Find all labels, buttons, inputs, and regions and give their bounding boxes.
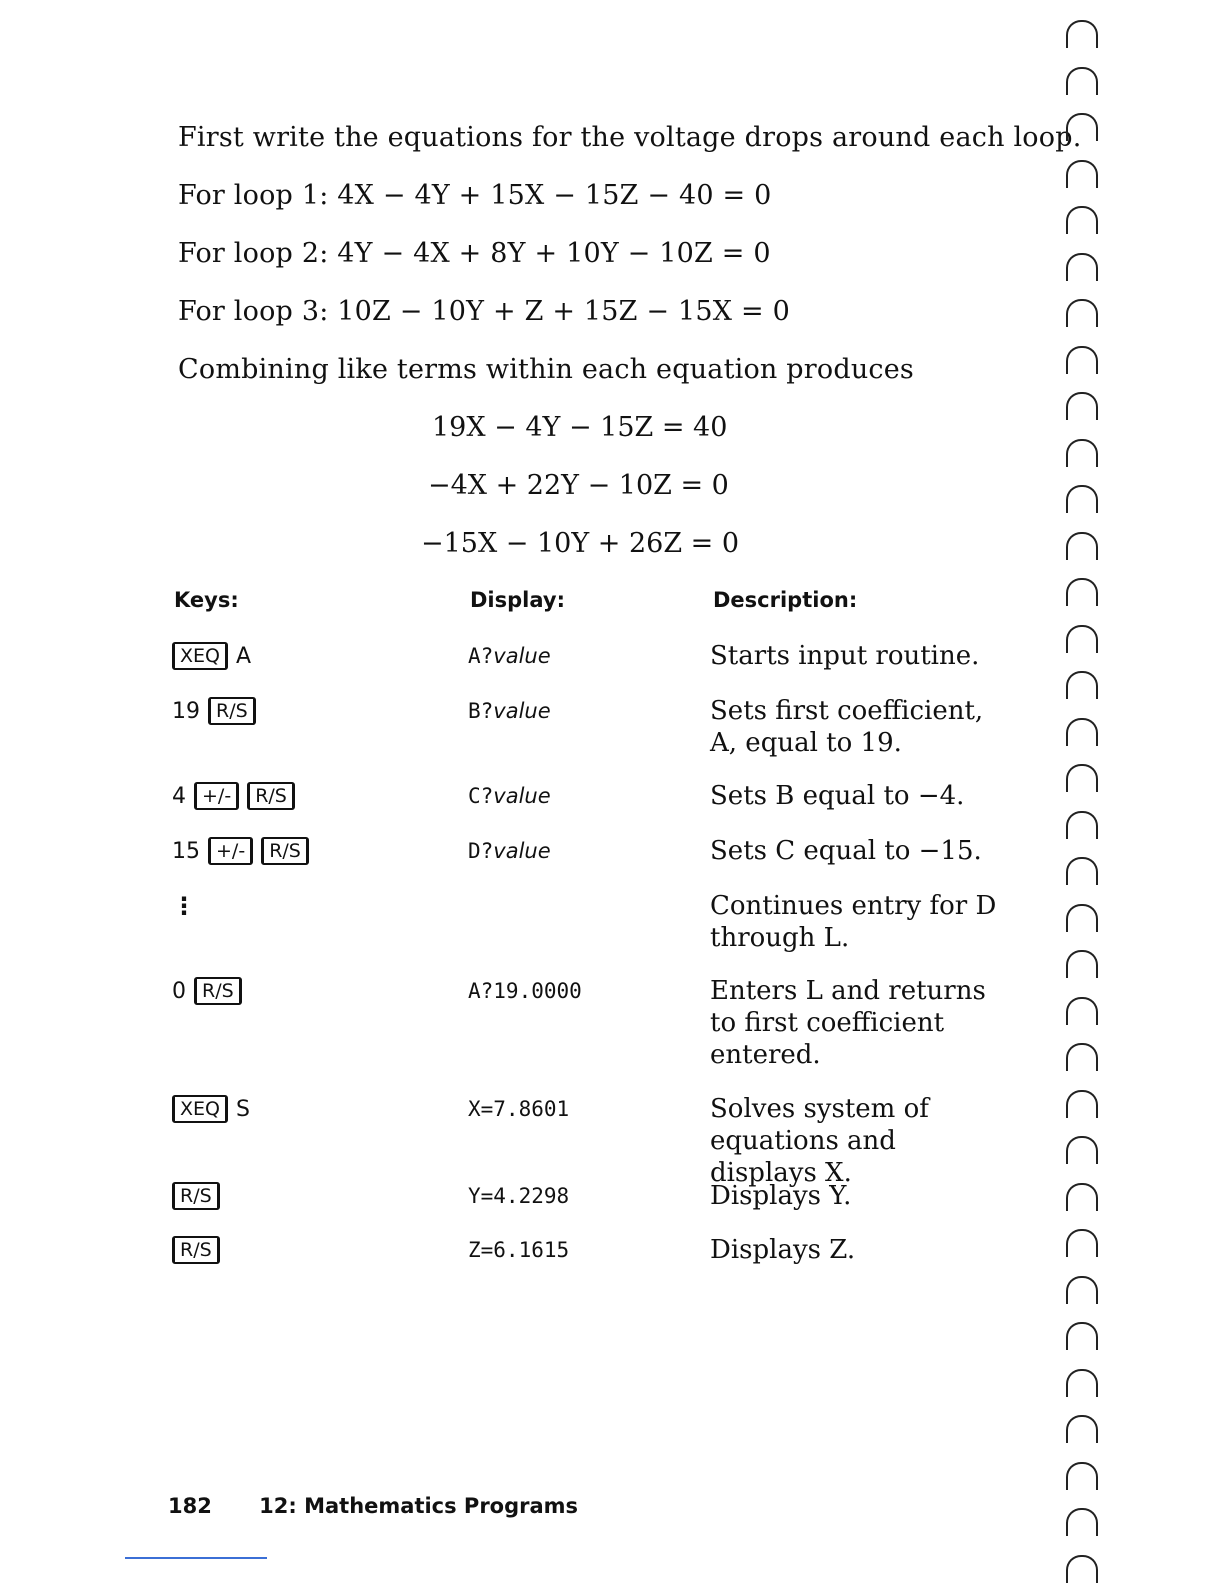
description-cell: Displays Y. — [710, 1181, 852, 1211]
binding-rings — [1062, 0, 1102, 1584]
description-cell: Enters L and returns to first coefficient entered. — [710, 976, 986, 1070]
key-prefix: ⋮ — [172, 892, 196, 920]
loop-expression: 4X − 4Y + 15X − 15Z − 40 = 0 — [337, 180, 772, 211]
keys-cell — [172, 782, 295, 810]
keys-cell — [172, 697, 256, 725]
binding-ring-icon — [1066, 1555, 1098, 1583]
display-variable: value — [493, 699, 551, 723]
underline-mark — [125, 1557, 267, 1559]
calculator-key: R/S — [247, 782, 295, 810]
binding-ring-icon — [1066, 206, 1098, 234]
calculator-key: R/S — [172, 1182, 220, 1210]
display-cell — [468, 644, 551, 668]
display-text: D? — [468, 839, 494, 863]
binding-ring-icon — [1066, 578, 1098, 606]
description-cell: Continues entry for D through L. — [710, 891, 997, 953]
combined-equation: 19X − 4Y − 15Z = 40 — [432, 412, 728, 443]
binding-ring-icon — [1066, 1276, 1098, 1304]
keys-cell — [172, 1095, 250, 1123]
key-prefix: 0 — [172, 978, 186, 1004]
binding-ring-icon — [1066, 857, 1098, 885]
display-cell — [468, 839, 551, 863]
binding-ring-icon — [1066, 160, 1098, 188]
calculator-key: R/S — [194, 977, 242, 1005]
binding-ring-icon — [1066, 718, 1098, 746]
calculator-key: XEQ — [172, 1095, 228, 1123]
description-cell: Solves system of equations and displays X. — [710, 1094, 929, 1188]
description-cell: Sets B equal to −4. — [710, 781, 965, 811]
key-suffix: A — [235, 643, 252, 669]
display-text: C? — [468, 784, 494, 808]
display-text: A?19.0000 — [468, 979, 582, 1003]
binding-ring-icon — [1066, 439, 1098, 467]
loop-expression: 10Z − 10Y + Z + 15Z − 15X = 0 — [337, 296, 790, 327]
binding-ring-icon — [1066, 67, 1098, 95]
calculator-key: XEQ — [172, 642, 228, 670]
binding-ring-icon — [1066, 113, 1098, 141]
calculator-key: R/S — [172, 1236, 220, 1264]
calculator-key: +/- — [194, 782, 239, 810]
keys-cell — [172, 1236, 220, 1264]
binding-ring-icon — [1066, 1090, 1098, 1118]
description-cell: Displays Z. — [710, 1235, 856, 1265]
key-suffix: S — [235, 1096, 250, 1122]
display-header: Display: — [470, 588, 565, 612]
binding-ring-icon — [1066, 811, 1098, 839]
combined-equation: −4X + 22Y − 10Z = 0 — [428, 470, 729, 501]
intro-text: First write the equations for the voltage drops around each loop. — [178, 122, 1082, 153]
calculator-key: R/S — [208, 697, 256, 725]
binding-ring-icon — [1066, 1415, 1098, 1443]
binding-ring-icon — [1066, 950, 1098, 978]
combined-equation: −15X − 10Y + 26Z = 0 — [421, 528, 740, 559]
loop-expression: 4Y − 4X + 8Y + 10Y − 10Z = 0 — [337, 238, 771, 269]
display-cell — [468, 1238, 569, 1262]
binding-ring-icon — [1066, 1229, 1098, 1257]
binding-ring-icon — [1066, 625, 1098, 653]
loop-equation — [178, 180, 771, 211]
description-cell: Starts input routine. — [710, 641, 980, 671]
keys-cell — [172, 642, 251, 670]
keys-cell — [172, 977, 242, 1005]
display-variable: value — [493, 644, 551, 668]
binding-ring-icon — [1066, 299, 1098, 327]
description-cell: Sets C equal to −15. — [710, 836, 982, 866]
binding-ring-icon — [1066, 1369, 1098, 1397]
display-cell — [468, 1097, 569, 1121]
binding-ring-icon — [1066, 485, 1098, 513]
keys-cell — [172, 837, 309, 865]
binding-ring-icon — [1066, 1462, 1098, 1490]
keys-cell — [172, 1182, 220, 1210]
display-text: B? — [468, 699, 494, 723]
page-footer — [168, 1494, 578, 1518]
page-number: 182 — [168, 1494, 212, 1518]
display-cell — [468, 1184, 569, 1208]
display-text: A? — [468, 644, 494, 668]
binding-ring-icon — [1066, 1322, 1098, 1350]
binding-ring-icon — [1066, 671, 1098, 699]
binding-ring-icon — [1066, 904, 1098, 932]
display-cell — [468, 979, 582, 1003]
loop-label: For loop 3: — [178, 296, 329, 327]
display-cell — [468, 699, 551, 723]
calculator-key: R/S — [261, 837, 309, 865]
chapter-title: 12: Mathematics Programs — [259, 1494, 579, 1518]
loop-label: For loop 2: — [178, 238, 329, 269]
binding-ring-icon — [1066, 1508, 1098, 1536]
binding-ring-icon — [1066, 532, 1098, 560]
binding-ring-icon — [1066, 1136, 1098, 1164]
keys-header: Keys: — [174, 588, 239, 612]
combining-text: Combining like terms within each equation produces — [178, 354, 914, 385]
binding-ring-icon — [1066, 764, 1098, 792]
key-prefix: 15 — [172, 838, 200, 864]
binding-ring-icon — [1066, 253, 1098, 281]
calculator-key: +/- — [208, 837, 253, 865]
display-variable: value — [493, 839, 551, 863]
display-text: X=7.8601 — [468, 1097, 570, 1121]
description-cell: Sets first coefficient, A, equal to 19. — [710, 696, 984, 758]
display-variable: value — [493, 784, 551, 808]
display-text: Z=6.1615 — [468, 1238, 570, 1262]
binding-ring-icon — [1066, 20, 1098, 48]
loop-label: For loop 1: — [178, 180, 329, 211]
binding-ring-icon — [1066, 997, 1098, 1025]
binding-ring-icon — [1066, 346, 1098, 374]
key-prefix: 4 — [172, 783, 186, 809]
key-prefix: 19 — [172, 698, 200, 724]
binding-ring-icon — [1066, 1183, 1098, 1211]
binding-ring-icon — [1066, 1043, 1098, 1071]
display-cell — [468, 784, 551, 808]
binding-ring-icon — [1066, 392, 1098, 420]
display-text: Y=4.2298 — [468, 1184, 570, 1208]
description-header: Description: — [713, 588, 858, 612]
loop-equation — [178, 296, 790, 327]
loop-equation — [178, 238, 771, 269]
keys-cell — [172, 892, 196, 920]
